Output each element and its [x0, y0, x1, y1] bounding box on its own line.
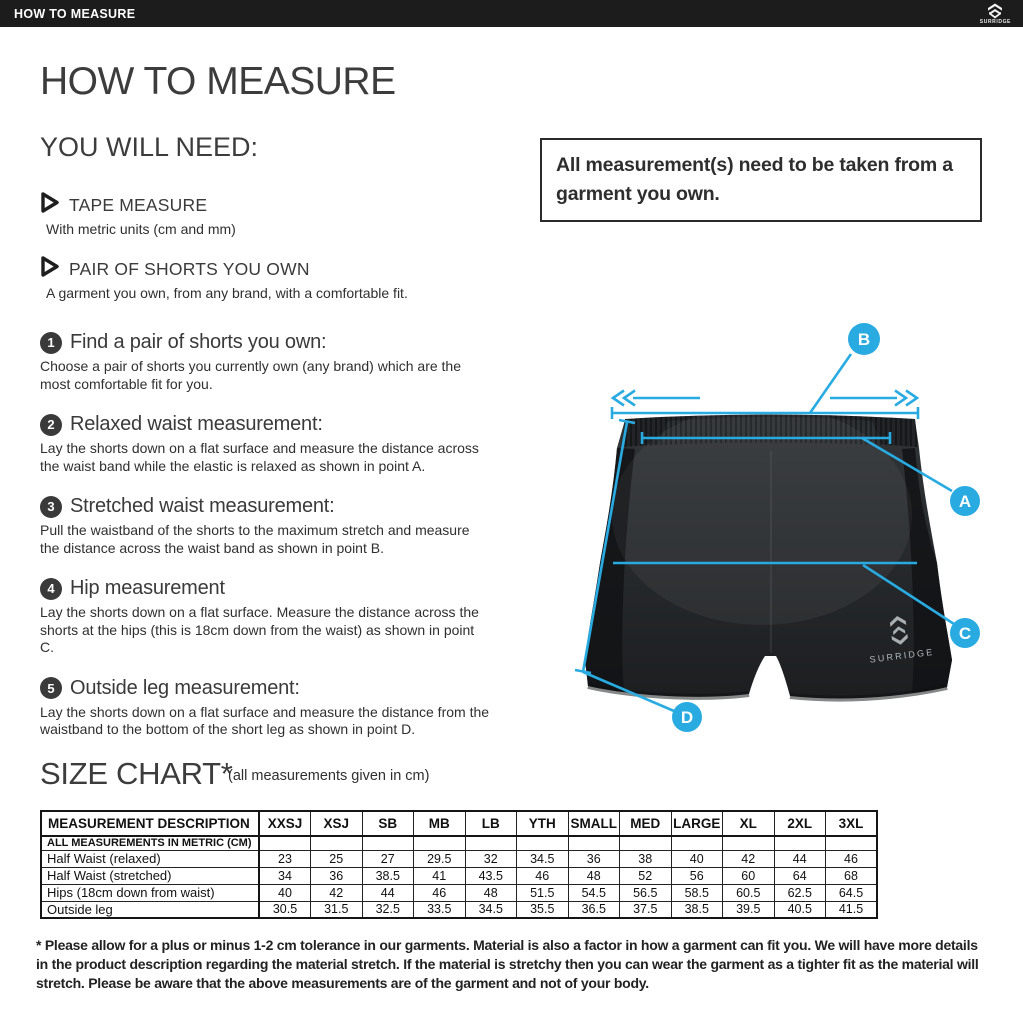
column-header-size: 3XL	[826, 811, 878, 836]
metric-note-row	[41, 836, 877, 850]
column-header-size: XSJ	[311, 811, 363, 836]
point-a-label: A	[958, 492, 972, 511]
empty-cell	[414, 836, 466, 850]
empty-cell	[723, 836, 775, 850]
you-will-need-item-title: TAPE MEASURE	[69, 194, 208, 215]
point-d-badge	[672, 702, 702, 732]
surridge-s-icon	[984, 3, 1006, 19]
measurement-label-cell: Hips (18cm down from waist)	[41, 884, 259, 901]
size-chart-table	[40, 810, 878, 919]
metric-note-cell: ALL MEASUREMENTS IN METRIC (CM)	[41, 836, 259, 850]
step-title: Hip measurement	[70, 577, 225, 599]
size-chart-row	[41, 867, 877, 884]
measurement-value-cell: 27	[362, 850, 414, 867]
empty-cell	[826, 836, 878, 850]
measurement-value-cell: 32	[465, 850, 517, 867]
measurement-value-cell: 39.5	[723, 901, 775, 918]
column-header-size: 2XL	[774, 811, 826, 836]
top-bar	[0, 0, 1023, 27]
empty-cell	[259, 836, 311, 850]
steps-list	[40, 331, 500, 759]
step-number-badge: 3	[40, 496, 62, 518]
you-will-need-item	[40, 256, 510, 301]
measurement-label-cell: Half Waist (relaxed)	[41, 850, 259, 867]
measurement-value-cell: 38	[620, 850, 672, 867]
measurement-value-cell: 56.5	[620, 884, 672, 901]
measurement-value-cell: 43.5	[465, 867, 517, 884]
shorts-measurement-diagram	[552, 315, 1022, 745]
you-will-need-heading: YOU WILL NEED:	[40, 132, 259, 162]
measurement-value-cell: 46	[826, 850, 878, 867]
measurement-label-cell: Outside leg	[41, 901, 259, 918]
step-title: Stretched waist measurement:	[70, 495, 335, 517]
empty-cell	[568, 836, 620, 850]
measurement-value-cell: 34	[259, 867, 311, 884]
measurement-value-cell: 31.5	[311, 901, 363, 918]
you-will-need-item-description: With metric units (cm and mm)	[46, 221, 236, 237]
measurement-value-cell: 68	[826, 867, 878, 884]
measurement-value-cell: 64.5	[826, 884, 878, 901]
step-item	[40, 331, 500, 393]
step-title: Find a pair of shorts you own:	[70, 331, 327, 353]
step-header	[40, 577, 500, 600]
measurement-value-cell: 54.5	[568, 884, 620, 901]
measurement-value-cell: 32.5	[362, 901, 414, 918]
step-header	[40, 331, 500, 354]
measurement-value-cell: 46	[517, 867, 569, 884]
step-item	[40, 495, 500, 557]
measurement-value-cell: 52	[620, 867, 672, 884]
step-item	[40, 577, 500, 657]
size-chart-row	[41, 901, 877, 918]
empty-cell	[465, 836, 517, 850]
measurement-value-cell: 38.5	[362, 867, 414, 884]
you-will-need-item-head	[40, 256, 510, 282]
stretch-arrow-left	[613, 391, 700, 406]
measurement-value-cell: 40.5	[774, 901, 826, 918]
step-number-badge: 5	[40, 677, 62, 699]
empty-cell	[311, 836, 363, 850]
measurement-value-cell: 44	[774, 850, 826, 867]
measurement-label-cell: Half Waist (stretched)	[41, 867, 259, 884]
empty-cell	[362, 836, 414, 850]
measurement-value-cell: 34.5	[465, 901, 517, 918]
point-b-badge	[848, 323, 880, 355]
play-triangle-icon	[40, 192, 60, 218]
measurement-value-cell: 36.5	[568, 901, 620, 918]
step-description: Lay the shorts down on a flat surface and measure the distance across the waist band while the elastic is relaxed as shown in point A.	[40, 440, 479, 474]
column-header-size: XL	[723, 811, 775, 836]
measurement-value-cell: 36	[311, 867, 363, 884]
size-chart-header-row	[41, 811, 877, 836]
step-header	[40, 677, 500, 700]
measurement-value-cell: 33.5	[414, 901, 466, 918]
measurement-value-cell: 40	[671, 850, 723, 867]
measurement-value-cell: 34.5	[517, 850, 569, 867]
page-title: HOW TO MEASURE	[40, 60, 396, 103]
measurement-value-cell: 38.5	[671, 901, 723, 918]
size-chart-row	[41, 850, 877, 867]
you-will-need-item	[40, 192, 510, 237]
point-c-badge	[950, 618, 980, 648]
measurement-value-cell: 25	[311, 850, 363, 867]
measurement-value-cell: 23	[259, 850, 311, 867]
step-header	[40, 413, 500, 436]
step-description: Lay the shorts down on a flat surface. Measure the distance across the shorts at the hips (this is 18cm down from the waist) as shown in point C.	[40, 604, 479, 655]
size-chart-row	[41, 884, 877, 901]
measurement-value-cell: 41.5	[826, 901, 878, 918]
you-will-need-item-head	[40, 192, 510, 218]
measurement-value-cell: 51.5	[517, 884, 569, 901]
column-header-size: LB	[465, 811, 517, 836]
measurement-value-cell: 29.5	[414, 850, 466, 867]
column-header-size: YTH	[517, 811, 569, 836]
point-b-label: B	[857, 330, 871, 349]
step-header	[40, 495, 500, 518]
measurement-value-cell: 60.5	[723, 884, 775, 901]
footnote: * Please allow for a plus or minus 1-2 cm tolerance in our garments. Material is also a factor in how a garment can fit you. We will have more details in the product description regarding the material stretch. If the material is stretchy then you can wear the garment as a tighter fit as the material will stretch. Please be aware that the above measurements are of the garment and not of your body.	[36, 937, 979, 991]
measurement-value-cell: 42	[311, 884, 363, 901]
step-title: Outside leg measurement:	[70, 676, 300, 699]
shorts-illustration	[585, 405, 952, 699]
column-header-description: MEASUREMENT DESCRIPTION	[41, 811, 259, 836]
step-description: Lay the shorts down on a flat surface and measure the distance from the waistband to the bottom of the short leg as shown in point D.	[40, 703, 490, 737]
measurement-value-cell: 60	[723, 867, 775, 884]
point-c-label: C	[958, 624, 972, 643]
stretch-arrow-right	[830, 391, 917, 406]
you-will-need-item-description: A garment you own, from any brand, with a comfortable fit.	[46, 285, 408, 301]
surridge-wordmark: SURRIDGE	[979, 18, 1011, 25]
measurement-value-cell: 48	[465, 884, 517, 901]
column-header-size: MB	[414, 811, 466, 836]
play-triangle-icon	[40, 256, 60, 282]
step-description: Pull the waistband of the shorts to the maximum stretch and measure the distance across the waist band as shown in point B.	[40, 522, 470, 556]
notice-box: All measurement(s) need to be taken from a garment you own.	[540, 138, 982, 222]
measurement-value-cell: 30.5	[259, 901, 311, 918]
empty-cell	[620, 836, 672, 850]
measurement-value-cell: 35.5	[517, 901, 569, 918]
garment-logo-text: SURRIDGE	[869, 646, 935, 665]
measurement-value-cell: 37.5	[620, 901, 672, 918]
measurement-value-cell: 62.5	[774, 884, 826, 901]
column-header-size: SMALL	[568, 811, 620, 836]
column-header-size: SB	[362, 811, 414, 836]
empty-cell	[671, 836, 723, 850]
measurement-value-cell: 41	[414, 867, 466, 884]
column-header-size: LARGE	[671, 811, 723, 836]
measurement-value-cell: 48	[568, 867, 620, 884]
surridge-logo	[980, 3, 1015, 25]
step-item	[40, 677, 500, 739]
point-a-badge	[950, 486, 980, 516]
step-description: Choose a pair of shorts you currently own (any brand) which are the most comfortable fit for you.	[40, 358, 461, 392]
size-chart-heading: SIZE CHART*	[40, 756, 233, 791]
measurement-value-cell: 46	[414, 884, 466, 901]
measurement-value-cell: 64	[774, 867, 826, 884]
measurement-value-cell: 42	[723, 850, 775, 867]
measurement-value-cell: 44	[362, 884, 414, 901]
you-will-need-item-title: PAIR OF SHORTS YOU OWN	[69, 258, 310, 279]
measurement-value-cell: 40	[259, 884, 311, 901]
empty-cell	[774, 836, 826, 850]
measurement-value-cell: 56	[671, 867, 723, 884]
point-d-label: D	[680, 708, 694, 727]
column-header-size: MED	[620, 811, 672, 836]
column-header-size: XXSJ	[259, 811, 311, 836]
step-number-badge: 1	[40, 332, 62, 354]
measurement-value-cell: 36	[568, 850, 620, 867]
step-number-badge: 4	[40, 578, 62, 600]
step-title: Relaxed waist measurement:	[70, 413, 323, 435]
step-item	[40, 413, 500, 475]
step-number-badge: 2	[40, 414, 62, 436]
empty-cell	[517, 836, 569, 850]
top-bar-title: HOW TO MEASURE	[14, 6, 136, 21]
size-chart-subheading: (all measurements given in cm)	[228, 768, 430, 784]
measurement-value-cell: 58.5	[671, 884, 723, 901]
